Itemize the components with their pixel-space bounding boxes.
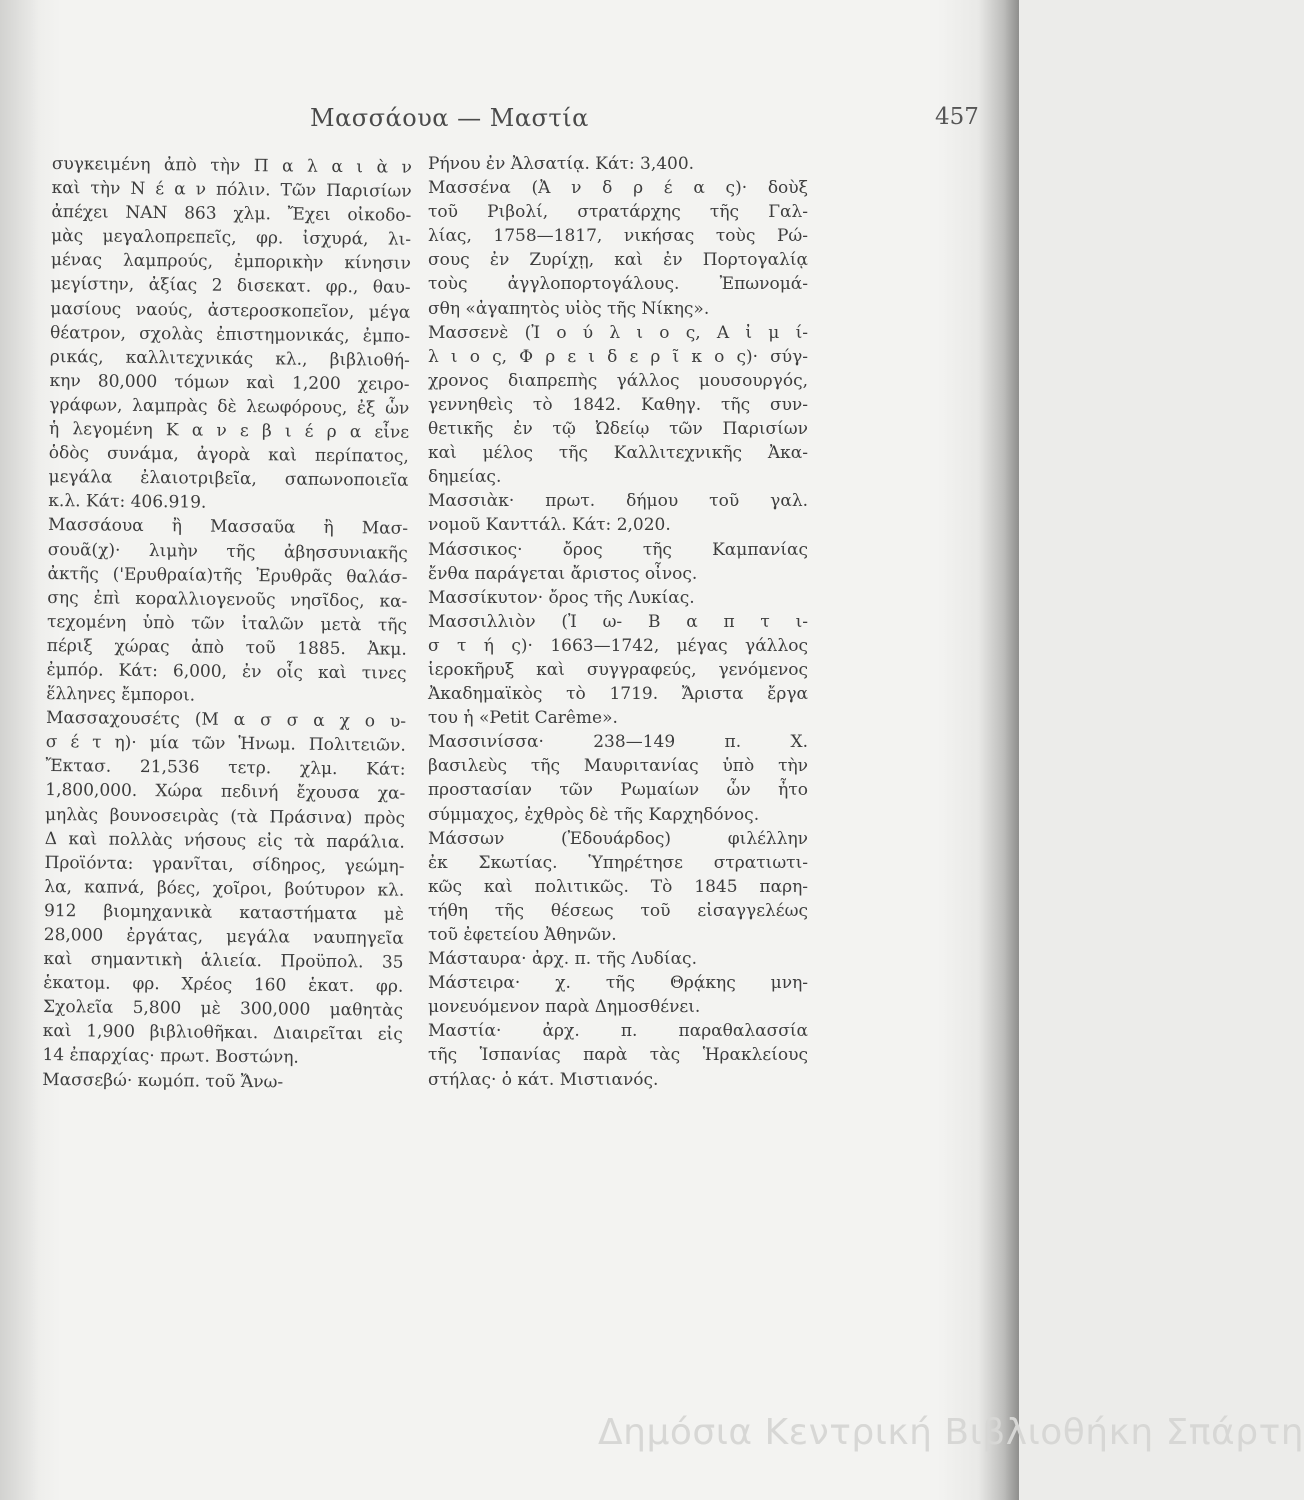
text-line: καὶ τὴν Ν έ α ν πόλιν. Τῶν Παρισίων (51, 178, 412, 202)
text-line: μηλὰς βουνοσειρὰς (τὰ Πράσινα) πρὸς (44, 804, 406, 829)
text-line: σ έ τ η)· μία τῶν Ἡνωμ. Πολιτειῶν. (45, 732, 406, 756)
text-line: Δ καὶ πολλὰς νήσους εἰς τὰ παράλια. (44, 828, 405, 853)
text-line: Μασσεβώ· κωμόπ. τοῦ Ἄνω- (42, 1069, 284, 1093)
text-line: Ἀκαδημαϊκὸς τὸ 1719. Ἄριστα ἔργα (428, 684, 808, 705)
text-line: σους ἐν Ζυρίχῃ, καὶ ἐν Πορτογαλίᾳ (428, 250, 808, 271)
text-line: σθη «ἀγαπητὸς υἱὸς τῆς Νίκης». (428, 298, 710, 319)
text-line: Μασσιὰκ· πρωτ. δήμου τοῦ γαλ. (428, 491, 808, 512)
text-line: ἐκ Σκωτίας. Ὑπηρέτησε στρατιωτι- (428, 852, 808, 873)
text-line: κ.λ. Κάτ: 406.919. (48, 491, 207, 513)
text-line: ἀκτῆς ('Ερυθραία)τῆς Ἐρυθρᾶς θαλάσ- (47, 563, 408, 588)
text-line: σ τ ή ς)· 1663—1742, μέγας γάλλος (428, 635, 808, 656)
text-line: λίας, 1758—1817, νικήσας τοὺς Ρώ- (428, 226, 808, 247)
text-line: μὰς μεγαλοπρεπεῖς, φρ. ἰσχυρά, λι- (51, 226, 412, 251)
text-line: Μασσαχουσέτς (Μ α σ σ α χ ο υ- (45, 708, 407, 732)
text-line: Μάστειρα· χ. τῆς Θρᾴκης μνη- (428, 973, 808, 994)
text-line: χρονος διαπρεπὴς γάλλος μουσουργός, (428, 370, 808, 391)
text-line: νομοῦ Κανττάλ. Κάτ: 2,020. (428, 515, 671, 536)
text-line: Μασσίκυτον· ὄρος τῆς Λυκίας. (428, 587, 695, 608)
text-line: του ἡ «Petit Carême». (428, 708, 618, 729)
text-line: ἔνθα παράγεται ἄριστος οἶνος. (428, 563, 698, 584)
text-line: Μασσενὲ (Ἰ ο ύ λ ι ο ς, Α ἰ μ ί- (428, 322, 808, 343)
text-line: Μασσιλλιὸν (Ἰ ω- Β α π τ ι- (428, 611, 808, 632)
text-line: μεγίστην, ἀξίας 2 δισεκατ. φρ., θαυ- (50, 274, 411, 299)
text-line: λ ι ο ς, Φ ρ ε ι δ ε ρ ῖ κ ο ς)· σύγ- (428, 346, 808, 367)
text-line: ἕλληνες ἔμποροι. (46, 684, 196, 706)
library-watermark: Δημόσια Κεντρική Βιβλιοθήκη Σπάρτη (598, 1412, 1304, 1453)
text-line: Μασσάουα ἢ Μασσαῦα ἢ Μασ- (47, 515, 409, 540)
text-line: Ἔκτασ. 21,536 τετρ. χλμ. Κάτ: (45, 756, 406, 781)
text-line: Μασσινίσσα· 238—149 π. Χ. (428, 732, 808, 753)
text-line: συγκειμένη ἀπὸ τὴν Π α λ α ι ὰ ν (51, 153, 412, 178)
text-line: 28,000 ἐργάτας, μεγάλα ναυπηγεῖα (43, 924, 404, 949)
text-line: 1,800,000. Χώρα πεδινή ἔχουσα χα- (45, 780, 406, 805)
text-line: καὶ 1,900 βιβλιοθῆκαι. Διαιρεῖται εἰς (42, 1021, 403, 1046)
header-title: Μασσάουα — Μαστία (310, 104, 589, 132)
text-line: Μάσσικος· ὄρος τῆς Καμπανίας (428, 539, 808, 560)
text-line: κῶς καὶ πολιτικῶς. Τὸ 1845 παρη- (428, 876, 808, 897)
text-line: Μασσένα (Ἀ ν δ ρ έ α ς)· δοὺξ (428, 178, 808, 199)
text-line: στήλας· ὁ κάτ. Μιστιανός. (428, 1069, 659, 1090)
text-line: ἑκατομ. φρ. Χρέος 160 ἑκατ. φρ. (43, 973, 404, 997)
text-line: καὶ μέλος τῆς Καλλιτεχνικῆς Ἀκα- (428, 443, 808, 464)
text-line: Μάσσων (Ἐδουάρδος) φιλέλλην (428, 828, 808, 849)
text-line: καὶ σημαντικὴ ἁλιεία. Προϋπολ. 35 (43, 949, 404, 973)
text-line: ἡ λεγομένη Κ α ν ε β ι έ ρ α εἶνε (48, 419, 410, 443)
text-line: κην 80,000 τόμων καὶ 1,200 χειρο- (49, 370, 410, 395)
text-line: τῆς Ἱσπανίας παρὰ τὰς Ἡρακλείους (428, 1045, 808, 1066)
text-line: Μαστία· ἀρχ. π. παραθαλασσία (428, 1021, 808, 1042)
text-line: πέριξ χώρας ἀπὸ τοῦ 1885. Ἀκμ. (46, 635, 407, 660)
text-line: γεννηθεὶς τὸ 1842. Καθηγ. τῆς συν- (428, 394, 808, 415)
text-line: τοῦ ἐφετείου Ἀθηνῶν. (428, 925, 617, 945)
text-line: ρικάς, καλλιτεχνικάς κλ., βιβλιοθή- (49, 346, 410, 371)
page-header (0, 104, 1019, 144)
left-column (42, 152, 412, 1095)
text-line: δημείας. (428, 467, 502, 488)
text-line: μεγάλα ἐλαιοτριβεῖα, σαπωνοποιεῖα (48, 467, 409, 491)
text-line: μένας λαμπρούς, ἐμπορικὴν κίνησιν (50, 250, 411, 275)
text-line: βασιλεὺς τῆς Μαυριτανίας ὑπὸ τὴν (428, 756, 808, 777)
text-line: 912 βιομηχανικὰ καταστήματα μὲ (43, 900, 405, 925)
text-line: μονευόμενον παρὰ Δημοσθένει. (428, 997, 701, 1018)
right-column (428, 152, 808, 1092)
text-line: Ρήνου ἐν Ἀλσατίᾳ. Κάτ: 3,400. (428, 154, 695, 174)
text-line: προστασίαν τῶν Ρωμαίων ὧν ἦτο (428, 780, 808, 801)
text-line: ἀπέχει ΝΑΝ 863 χλμ. Ἔχει οἰκοδο- (51, 202, 412, 226)
page-gutter-shadow (0, 0, 40, 1500)
text-line: Προϊόντα: γρανῖται, σίδηρος, γεώμη- (44, 852, 405, 877)
text-line: θετικῆς ἐν τῷ Ὠδείῳ τῶν Παρισίων (428, 419, 808, 440)
text-line: σύμμαχος, ἐχθρὸς δὲ τῆς Καρχηδόνος. (428, 804, 760, 825)
text-line: ἱεροκῆρυξ καὶ συγγραφεύς, γενόμενος (428, 659, 808, 680)
text-line: γράφων, λαμπρὰς δὲ λεωφόρους, ἐξ ὧν (49, 394, 410, 419)
text-line: τοῦ Ριβολί, στρατάρχης τῆς Γαλ- (428, 202, 808, 223)
text-line: σης ἐπὶ κοραλλιογενοῦς νησῖδος, κα- (47, 587, 408, 612)
text-line: ὁδὸς συνάμα, ἀγορὰ καὶ περίπατος, (48, 443, 409, 467)
text-line: τεχομένη ὑπὸ τῶν ἰταλῶν μετὰ τῆς (46, 611, 408, 636)
text-line: 14 ἐπαρχίας· πρωτ. Βοστώνη. (42, 1045, 299, 1069)
text-line: Μάσταυρα· ἀρχ. π. τῆς Λυδίας. (428, 949, 697, 970)
text-line: σουᾶ(χ)· λιμὴν τῆς ἀβησσυνιακῆς (47, 539, 408, 564)
text-line: τοὺς ἀγγλοπορτογάλους. Ἐπωνομά- (428, 274, 808, 295)
text-line: λα, καπνά, βόες, χοῖροι, βούτυρον κλ. (44, 876, 405, 901)
text-line: Σχολεῖα 5,800 μὲ 300,000 μαθητὰς (42, 997, 404, 1022)
text-line: μασίους ναούς, ἀστεροσκοπεῖον, μέγα (50, 298, 411, 323)
text-line: τήθη τῆς θέσεως τοῦ εἰσαγγελέως (428, 900, 808, 921)
text-line: ἐμπόρ. Κάτ: 6,000, ἐν οἷς καὶ τινες (46, 659, 407, 684)
text-line: θέατρον, σχολὰς ἐπιστημονικάς, ἐμπο- (50, 322, 411, 347)
page-number: 457 (935, 104, 979, 130)
